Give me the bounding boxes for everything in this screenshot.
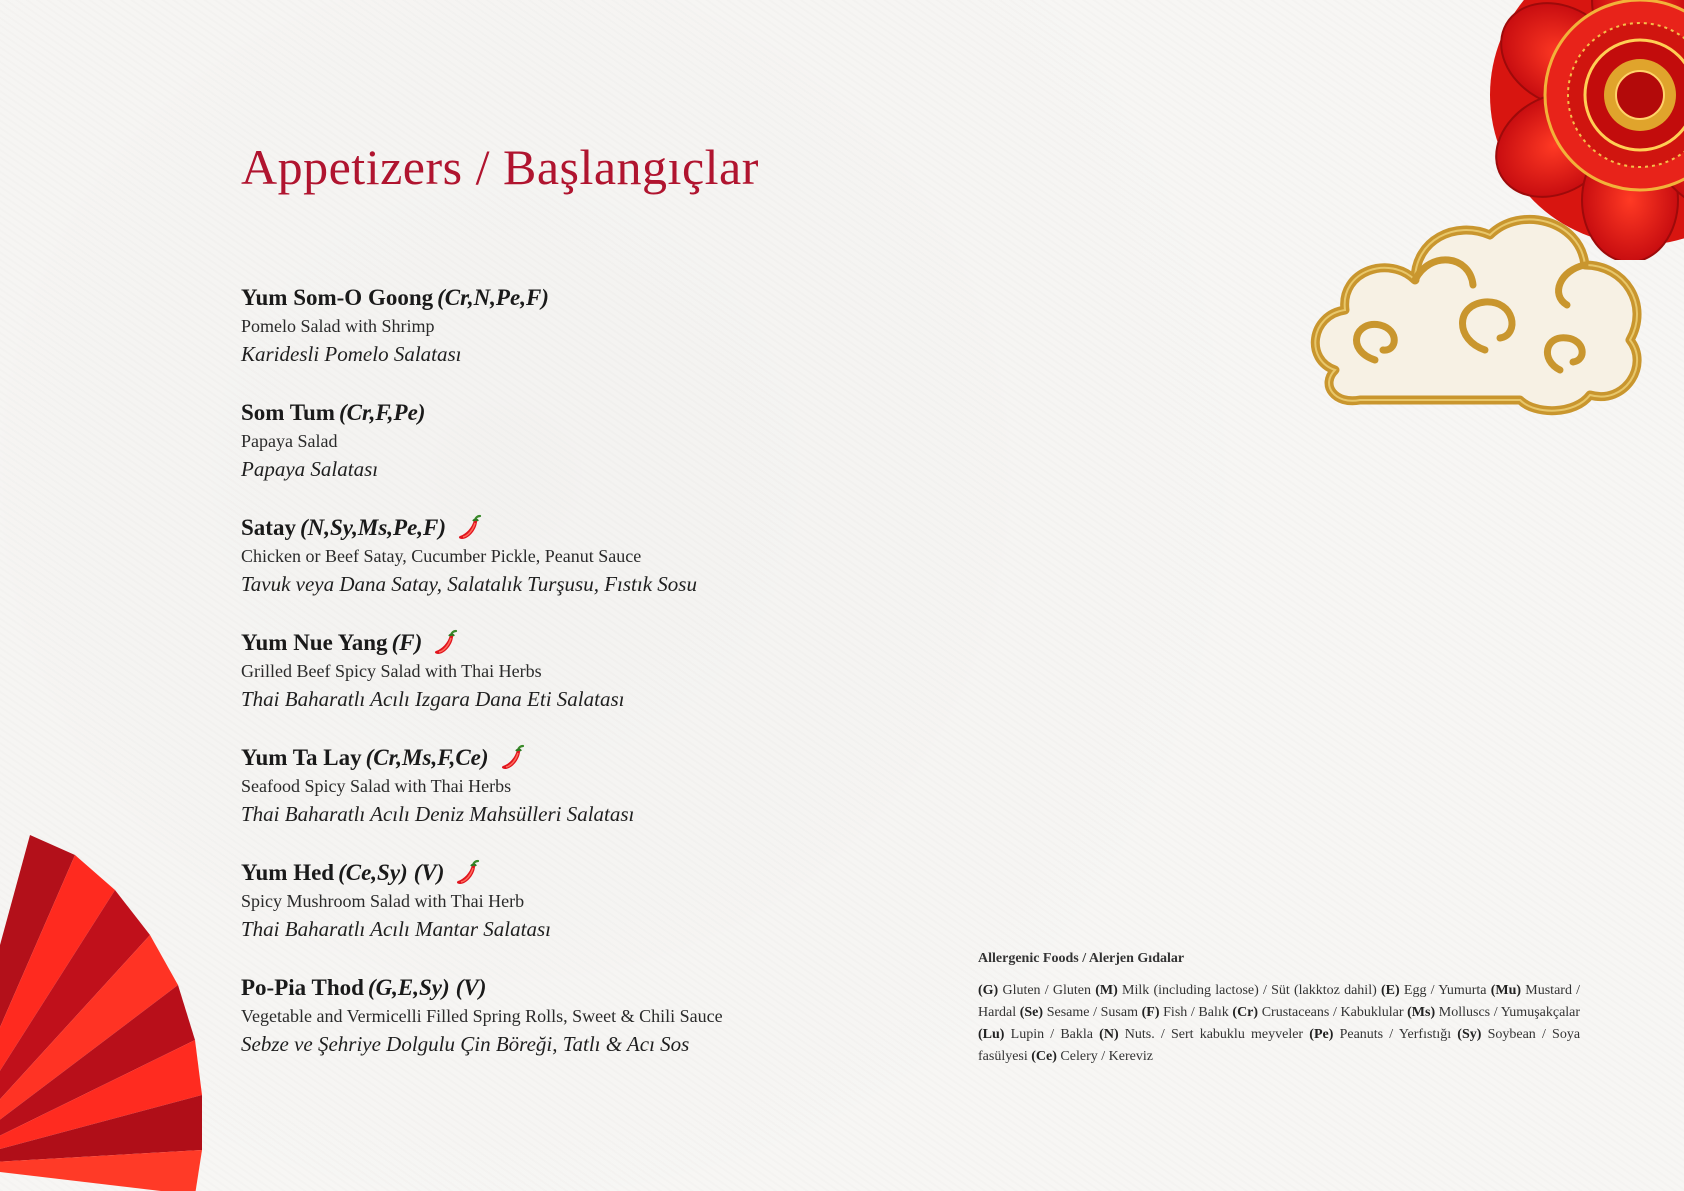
menu-item [241,858,861,973]
item-name: Po-Pia Thod [241,975,364,1000]
item-description-tr: Thai Baharatlı Acılı Izgara Dana Eti Salatası [241,687,625,711]
allergen-description: Crustaceans / Kabuklular [1261,1005,1404,1020]
allergen-description: Molluscs / Yumuşakçalar [1438,1005,1581,1020]
chili-pepper-icon [430,628,460,658]
allergen-description: Celery / Kereviz [1060,1049,1153,1064]
allergen-code: (F) [1141,1005,1160,1020]
allergen-description: Gluten / Gluten [1002,983,1091,998]
allergen-description: Nuts. / Sert kabuklu meyveler [1124,1027,1304,1042]
golden-cloud-decoration [1305,210,1645,420]
allergen-code: (G) [978,983,999,998]
allergen-description: Egg / Yumurta [1403,983,1487,998]
item-allergens: (G,E,Sy) [367,975,450,1000]
item-name: Yum Hed [241,860,335,885]
allergen-legend-text [978,980,1580,1068]
chili-pepper-icon [497,743,527,773]
item-description-tr: Thai Baharatlı Acılı Mantar Salatası [241,917,551,941]
item-allergens: (Cr,Ms,F,Ce) [365,745,489,770]
allergen-code: (Lu) [978,1027,1005,1042]
item-name: Yum Nue Yang [241,630,388,655]
item-description-tr: Thai Baharatlı Acılı Deniz Mahsülleri Salatası [241,802,635,826]
item-allergens: (Cr,N,Pe,F) [437,285,549,310]
item-allergens: (Ce,Sy) [338,860,408,885]
allergen-code: (Se) [1019,1005,1044,1020]
allergen-code: (Pe) [1309,1027,1334,1042]
item-title [241,973,861,1003]
menu-item [241,513,861,628]
item-title [241,628,861,658]
allergen-description: Peanuts / Yerfıstığı [1339,1027,1452,1042]
item-description-tr: Sebze ve Şehriye Dolgulu Çin Böreği, Tatlı & Acı Sos [241,1032,690,1056]
item-description-tr: Karidesli Pomelo Salatası [241,342,462,366]
item-title [241,858,861,888]
allergen-code: (Cr) [1232,1005,1259,1020]
chili-pepper-icon [454,513,484,543]
item-description-en: Grilled Beef Spicy Salad with Thai Herbs [241,661,542,681]
item-name: Yum Som-O Goong [241,285,434,310]
item-description-en: Chicken or Beef Satay, Cucumber Pickle, Peanut Sauce [241,546,642,566]
allergen-description: Lupin / Bakla [1010,1027,1093,1042]
allergen-description: Sesame / Susam [1046,1005,1138,1020]
vegetarian-mark: (V) [413,860,445,885]
item-allergens: (Cr,F,Pe) [338,400,426,425]
item-allergens: (N,Sy,Ms,Pe,F) [299,515,447,540]
vegetarian-mark: (V) [455,975,487,1000]
item-description-en: Seafood Spicy Salad with Thai Herbs [241,776,512,796]
chili-pepper-icon [452,858,482,888]
allergen-code: (Ce) [1031,1049,1057,1064]
allergen-code: (Ms) [1407,1005,1436,1020]
allergen-description: Soybean / Soya fasülyesi [978,1027,1581,1064]
item-name: Som Tum [241,400,335,425]
allergen-code: (M) [1095,983,1118,998]
item-description-en: Vegetable and Vermicelli Filled Spring Rolls, Sweet & Chili Sauce [241,1006,723,1026]
item-title [241,743,861,773]
menu-item [241,283,861,398]
item-name: Satay [241,515,296,540]
item-description-tr: Papaya Salatası [241,457,379,481]
allergen-legend-title: Allergenic Foods / Alerjen Gıdalar [978,951,1185,966]
menu-list [241,283,861,1088]
item-title [241,283,861,313]
allergen-description: Mustard / Hardal [978,983,1581,1020]
item-title [241,513,861,543]
allergen-code: (N) [1099,1027,1119,1042]
allergen-code: (Sy) [1457,1027,1482,1042]
item-description-tr: Tavuk veya Dana Satay, Salatalık Turşusu, Fıstık Sosu [241,572,697,596]
allergen-code: (Mu) [1490,983,1522,998]
item-title [241,398,861,428]
menu-item [241,628,861,743]
item-description-en: Spicy Mushroom Salad with Thai Herb [241,891,525,911]
item-description-en: Pomelo Salad with Shrimp [241,316,435,336]
item-allergens: (F) [391,630,423,655]
menu-item [241,398,861,513]
allergen-description: Milk (including lactose) / Süt (lakktoz dahil) [1122,983,1377,998]
allergen-legend [978,948,1580,1068]
allergen-code: (E) [1380,983,1400,998]
menu-item [241,973,861,1088]
item-name: Yum Ta Lay [241,745,362,770]
page-title: Appetizers / Başlangıçlar [241,139,759,195]
red-fan-decoration [0,835,210,1191]
menu-item [241,743,861,858]
allergen-description: Fish / Balık [1163,1005,1229,1020]
item-description-en: Papaya Salad [241,431,338,451]
